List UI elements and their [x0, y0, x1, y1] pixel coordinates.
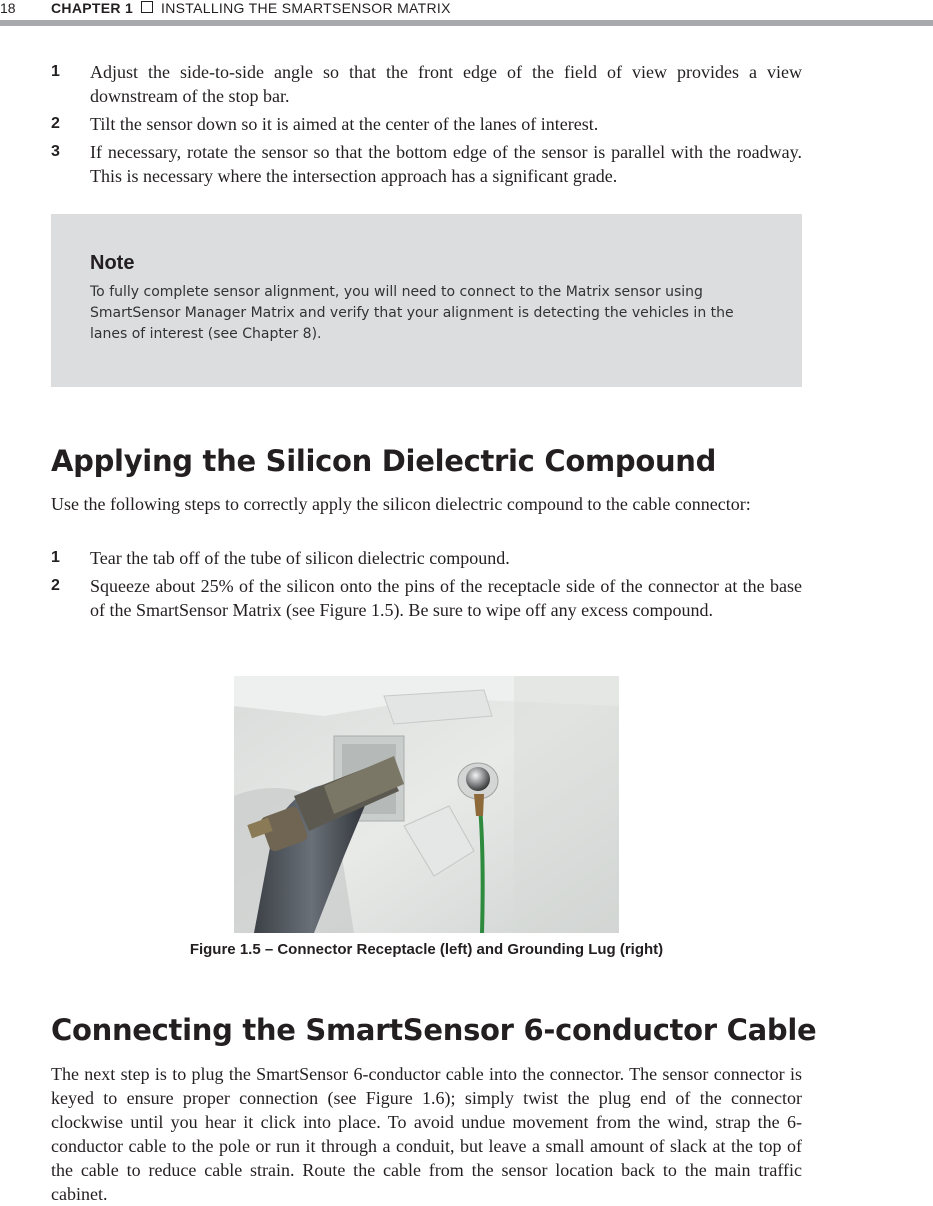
step-number: 1 — [51, 549, 60, 566]
step-number: 2 — [51, 577, 60, 594]
chapter-label: CHAPTER 1 — [51, 0, 134, 16]
figure-caption: Figure 1.5 – Connector Receptacle (left) and Grounding Lug (right) — [189, 941, 664, 958]
list-item — [51, 574, 802, 622]
connector-photo — [234, 676, 619, 933]
list-item — [51, 546, 802, 570]
step-text: Tear the tab off of the tube of silicon dielectric compound. — [90, 548, 510, 568]
list-item — [51, 140, 802, 188]
step-text: If necessary, rotate the sensor so that the bottom edge of the sensor is parallel with the roadway. This is necessary where the intersection approach has a significant grade. — [90, 142, 802, 186]
section-body: The next step is to plug the SmartSensor 6-conductor cable into the connector. The sensor connector is keyed to ensure proper connection (see Figure 1.6); simply twist the plug end of the connector clockwise until you hear it click into place. To avoid undue movement from the wind, strap the 6-conductor cable to the pole or run it through a conduit, but leave a small amount of slack at the top of the cable to reduce cable strain. Route the cable from the sensor location back to the main traffic cabinet. — [51, 1064, 802, 1204]
note-body: To fully complete sensor alignment, you will need to connect to the Matrix sensor using SmartSensor Manager Matrix and verify that your alignment is detecting the vehicles in the lanes of interest (see Chapter 8). — [90, 284, 734, 342]
step-number: 1 — [51, 63, 60, 80]
alignment-steps — [51, 60, 802, 192]
section-intro: Use the following steps to correctly apply the silicon dielectric compound to the cable connector: — [51, 494, 751, 514]
step-text: Adjust the side-to-side angle so that the front edge of the field of view provides a view downstream of the stop bar. — [90, 62, 802, 106]
page-number: 18 — [0, 0, 16, 16]
list-item — [51, 112, 802, 136]
step-text: Squeeze about 25% of the silicon onto the pins of the receptacle side of the connector at the base of the SmartSensor Matrix (see Figure 1.5). Be sure to wipe off any excess compound. — [90, 576, 802, 620]
header-rule — [0, 20, 933, 26]
section-heading-cable: Connecting the SmartSensor 6-conductor Cable — [51, 1013, 817, 1047]
list-item — [51, 60, 802, 108]
running-head — [51, 0, 451, 16]
square-separator-icon — [141, 1, 153, 13]
note-box — [51, 214, 802, 387]
page-header — [0, 0, 933, 30]
note-title: Note — [90, 252, 135, 274]
step-number: 3 — [51, 143, 60, 160]
section-heading-silicon: Applying the Silicon Dielectric Compound — [51, 444, 717, 478]
step-text: Tilt the sensor down so it is aimed at the center of the lanes of interest. — [90, 114, 599, 134]
chapter-title: INSTALLING THE SMARTSENSOR MATRIX — [161, 0, 451, 16]
silicon-steps — [51, 546, 802, 626]
step-number: 2 — [51, 115, 60, 132]
